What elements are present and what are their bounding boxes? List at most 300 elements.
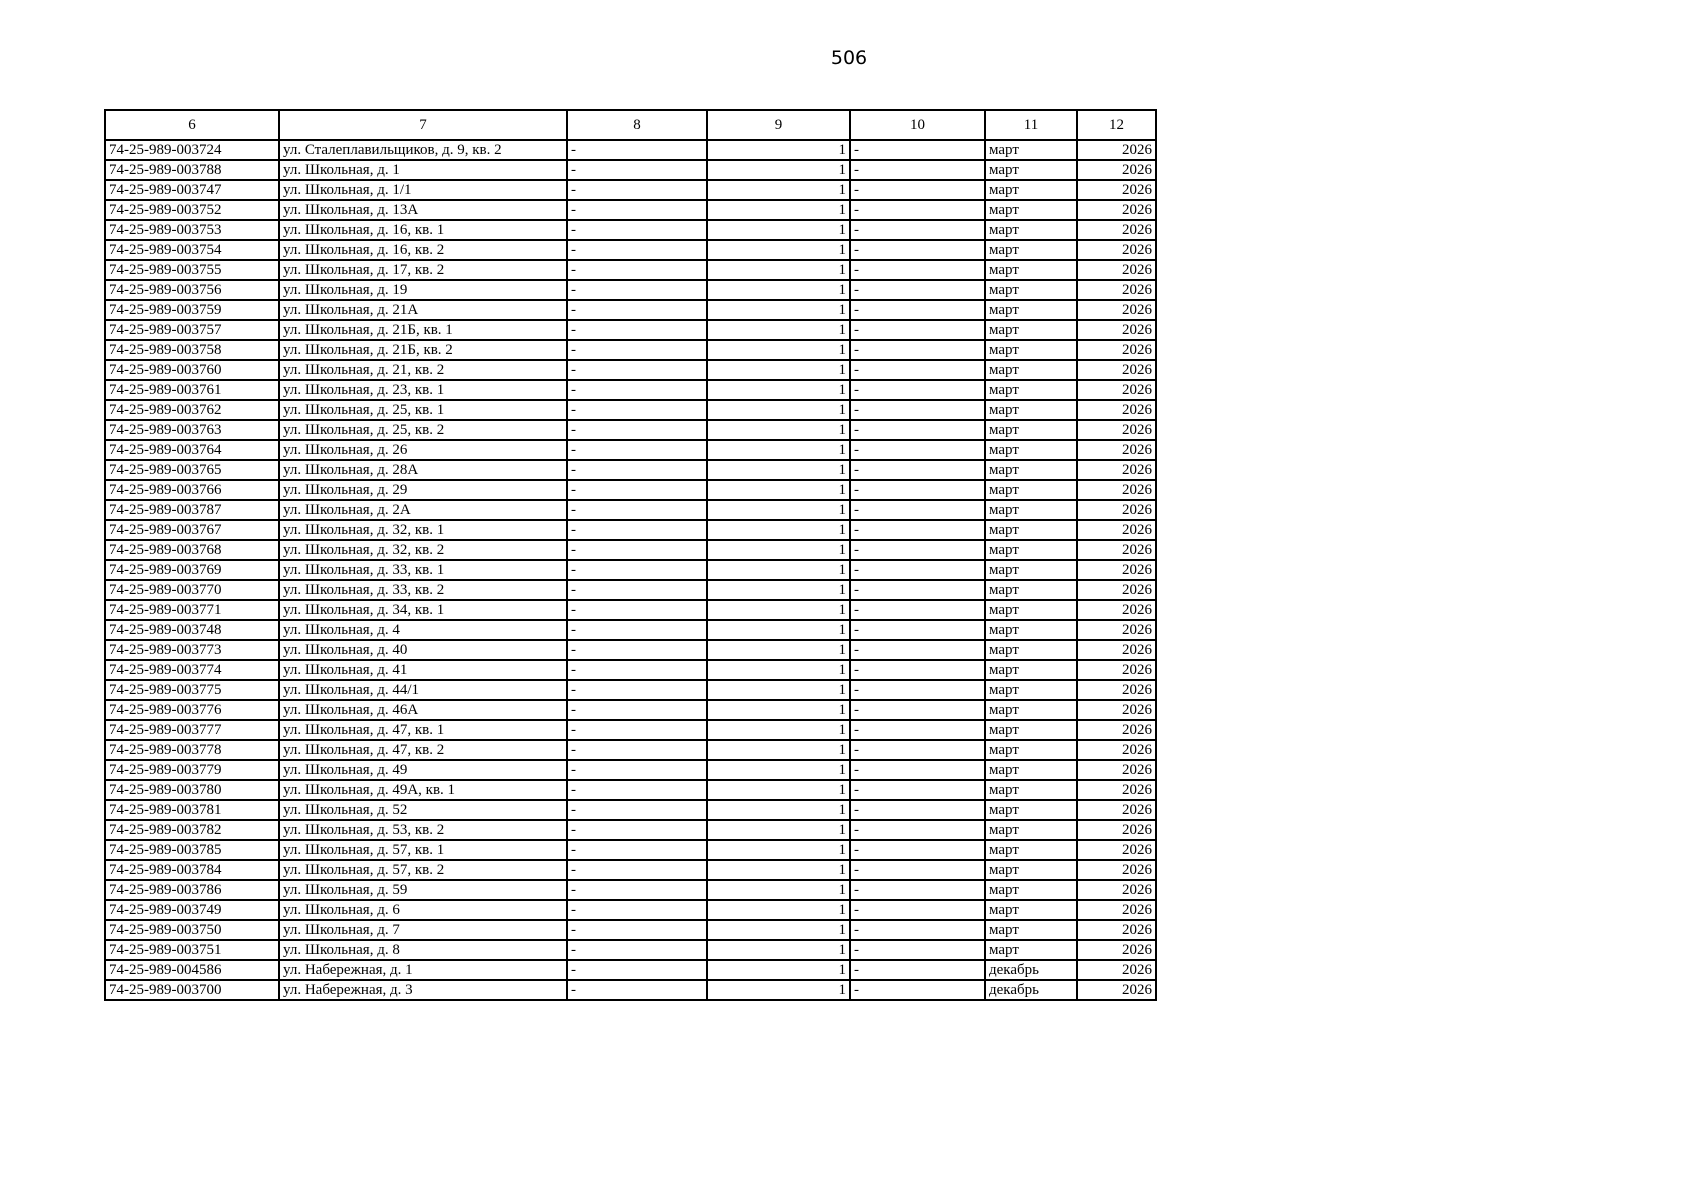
column-10-cell: - xyxy=(850,260,985,280)
table-row xyxy=(105,380,1156,400)
meter-code-cell: 74-25-989-003724 xyxy=(105,140,279,160)
quantity-cell: 1 xyxy=(707,680,850,700)
address-cell: ул. Школьная, д. 1 xyxy=(279,160,567,180)
table-row xyxy=(105,480,1156,500)
column-10-cell: - xyxy=(850,840,985,860)
table-row xyxy=(105,740,1156,760)
column-8-cell: - xyxy=(567,860,707,880)
year-cell: 2026 xyxy=(1077,160,1156,180)
year-cell: 2026 xyxy=(1077,740,1156,760)
address-cell: ул. Школьная, д. 7 xyxy=(279,920,567,940)
month-cell: март xyxy=(985,260,1077,280)
year-cell: 2026 xyxy=(1077,820,1156,840)
quantity-cell: 1 xyxy=(707,180,850,200)
quantity-cell: 1 xyxy=(707,520,850,540)
year-cell: 2026 xyxy=(1077,520,1156,540)
month-cell: март xyxy=(985,840,1077,860)
year-cell: 2026 xyxy=(1077,800,1156,820)
address-cell: ул. Школьная, д. 34, кв. 1 xyxy=(279,600,567,620)
meter-code-cell: 74-25-989-003777 xyxy=(105,720,279,740)
column-header: 12 xyxy=(1077,110,1156,140)
column-10-cell: - xyxy=(850,160,985,180)
year-cell: 2026 xyxy=(1077,840,1156,860)
month-cell: март xyxy=(985,620,1077,640)
year-cell: 2026 xyxy=(1077,460,1156,480)
meter-code-cell: 74-25-989-003747 xyxy=(105,180,279,200)
quantity-cell: 1 xyxy=(707,660,850,680)
column-8-cell: - xyxy=(567,360,707,380)
address-cell: ул. Школьная, д. 2А xyxy=(279,500,567,520)
table-row xyxy=(105,880,1156,900)
column-10-cell: - xyxy=(850,980,985,1000)
year-cell: 2026 xyxy=(1077,240,1156,260)
address-cell: ул. Школьная, д. 33, кв. 1 xyxy=(279,560,567,580)
meter-code-cell: 74-25-989-003756 xyxy=(105,280,279,300)
column-10-cell: - xyxy=(850,300,985,320)
column-8-cell: - xyxy=(567,320,707,340)
column-8-cell: - xyxy=(567,780,707,800)
address-cell: ул. Школьная, д. 32, кв. 2 xyxy=(279,540,567,560)
column-10-cell: - xyxy=(850,460,985,480)
quantity-cell: 1 xyxy=(707,400,850,420)
meter-code-cell: 74-25-989-003753 xyxy=(105,220,279,240)
address-cell: ул. Школьная, д. 40 xyxy=(279,640,567,660)
address-cell: ул. Школьная, д. 53, кв. 2 xyxy=(279,820,567,840)
address-cell: ул. Школьная, д. 46А xyxy=(279,700,567,720)
year-cell: 2026 xyxy=(1077,880,1156,900)
address-cell: ул. Школьная, д. 33, кв. 2 xyxy=(279,580,567,600)
meter-code-cell: 74-25-989-003766 xyxy=(105,480,279,500)
column-10-cell: - xyxy=(850,180,985,200)
address-cell: ул. Школьная, д. 21А xyxy=(279,300,567,320)
column-8-cell: - xyxy=(567,680,707,700)
quantity-cell: 1 xyxy=(707,260,850,280)
year-cell: 2026 xyxy=(1077,920,1156,940)
column-10-cell: - xyxy=(850,620,985,640)
column-8-cell: - xyxy=(567,900,707,920)
address-cell: ул. Школьная, д. 16, кв. 1 xyxy=(279,220,567,240)
year-cell: 2026 xyxy=(1077,320,1156,340)
column-10-cell: - xyxy=(850,360,985,380)
meter-code-cell: 74-25-989-003776 xyxy=(105,700,279,720)
month-cell: март xyxy=(985,200,1077,220)
year-cell: 2026 xyxy=(1077,140,1156,160)
column-8-cell: - xyxy=(567,760,707,780)
meter-code-cell: 74-25-989-003754 xyxy=(105,240,279,260)
register-table xyxy=(104,109,1157,1001)
address-cell: ул. Набережная, д. 1 xyxy=(279,960,567,980)
quantity-cell: 1 xyxy=(707,980,850,1000)
year-cell: 2026 xyxy=(1077,560,1156,580)
address-cell: ул. Школьная, д. 47, кв. 2 xyxy=(279,740,567,760)
quantity-cell: 1 xyxy=(707,380,850,400)
column-10-cell: - xyxy=(850,900,985,920)
table-row xyxy=(105,940,1156,960)
table-row xyxy=(105,140,1156,160)
column-8-cell: - xyxy=(567,560,707,580)
table-row xyxy=(105,360,1156,380)
quantity-cell: 1 xyxy=(707,280,850,300)
table-row xyxy=(105,520,1156,540)
quantity-cell: 1 xyxy=(707,420,850,440)
quantity-cell: 1 xyxy=(707,440,850,460)
column-10-cell: - xyxy=(850,880,985,900)
table-row xyxy=(105,580,1156,600)
year-cell: 2026 xyxy=(1077,640,1156,660)
address-cell: ул. Школьная, д. 41 xyxy=(279,660,567,680)
month-cell: март xyxy=(985,420,1077,440)
year-cell: 2026 xyxy=(1077,620,1156,640)
year-cell: 2026 xyxy=(1077,420,1156,440)
month-cell: март xyxy=(985,900,1077,920)
column-10-cell: - xyxy=(850,420,985,440)
address-cell: ул. Школьная, д. 57, кв. 1 xyxy=(279,840,567,860)
column-header: 8 xyxy=(567,110,707,140)
column-10-cell: - xyxy=(850,140,985,160)
quantity-cell: 1 xyxy=(707,860,850,880)
address-cell: ул. Школьная, д. 52 xyxy=(279,800,567,820)
table-row xyxy=(105,920,1156,940)
column-8-cell: - xyxy=(567,620,707,640)
meter-code-cell: 74-25-989-003771 xyxy=(105,600,279,620)
column-8-cell: - xyxy=(567,200,707,220)
column-10-cell: - xyxy=(850,700,985,720)
quantity-cell: 1 xyxy=(707,140,850,160)
column-10-cell: - xyxy=(850,280,985,300)
column-8-cell: - xyxy=(567,500,707,520)
year-cell: 2026 xyxy=(1077,360,1156,380)
meter-code-cell: 74-25-989-003773 xyxy=(105,640,279,660)
meter-code-cell: 74-25-989-003785 xyxy=(105,840,279,860)
column-8-cell: - xyxy=(567,340,707,360)
quantity-cell: 1 xyxy=(707,560,850,580)
column-10-cell: - xyxy=(850,320,985,340)
month-cell: декабрь xyxy=(985,960,1077,980)
meter-code-cell: 74-25-989-003761 xyxy=(105,380,279,400)
quantity-cell: 1 xyxy=(707,700,850,720)
month-cell: март xyxy=(985,740,1077,760)
month-cell: декабрь xyxy=(985,980,1077,1000)
month-cell: март xyxy=(985,560,1077,580)
table-row xyxy=(105,620,1156,640)
year-cell: 2026 xyxy=(1077,340,1156,360)
table-row xyxy=(105,280,1156,300)
month-cell: март xyxy=(985,720,1077,740)
meter-code-cell: 74-25-989-003762 xyxy=(105,400,279,420)
quantity-cell: 1 xyxy=(707,240,850,260)
meter-code-cell: 74-25-989-003767 xyxy=(105,520,279,540)
quantity-cell: 1 xyxy=(707,300,850,320)
meter-code-cell: 74-25-989-003749 xyxy=(105,900,279,920)
column-8-cell: - xyxy=(567,980,707,1000)
table-row xyxy=(105,300,1156,320)
year-cell: 2026 xyxy=(1077,660,1156,680)
month-cell: март xyxy=(985,480,1077,500)
year-cell: 2026 xyxy=(1077,280,1156,300)
month-cell: март xyxy=(985,800,1077,820)
column-10-cell: - xyxy=(850,240,985,260)
table-row xyxy=(105,460,1156,480)
year-cell: 2026 xyxy=(1077,600,1156,620)
table-row xyxy=(105,700,1156,720)
month-cell: март xyxy=(985,700,1077,720)
address-cell: ул. Школьная, д. 49А, кв. 1 xyxy=(279,780,567,800)
meter-code-cell: 74-25-989-003788 xyxy=(105,160,279,180)
month-cell: март xyxy=(985,300,1077,320)
table-row xyxy=(105,660,1156,680)
address-cell: ул. Школьная, д. 23, кв. 1 xyxy=(279,380,567,400)
column-8-cell: - xyxy=(567,260,707,280)
column-10-cell: - xyxy=(850,540,985,560)
month-cell: март xyxy=(985,920,1077,940)
year-cell: 2026 xyxy=(1077,680,1156,700)
column-8-cell: - xyxy=(567,440,707,460)
address-cell: ул. Школьная, д. 32, кв. 1 xyxy=(279,520,567,540)
column-8-cell: - xyxy=(567,820,707,840)
month-cell: март xyxy=(985,380,1077,400)
year-cell: 2026 xyxy=(1077,480,1156,500)
address-cell: ул. Школьная, д. 29 xyxy=(279,480,567,500)
meter-code-cell: 74-25-989-003760 xyxy=(105,360,279,380)
year-cell: 2026 xyxy=(1077,980,1156,1000)
column-10-cell: - xyxy=(850,220,985,240)
month-cell: март xyxy=(985,820,1077,840)
quantity-cell: 1 xyxy=(707,840,850,860)
quantity-cell: 1 xyxy=(707,880,850,900)
column-8-cell: - xyxy=(567,920,707,940)
meter-code-cell: 74-25-989-003784 xyxy=(105,860,279,880)
month-cell: март xyxy=(985,860,1077,880)
table-row xyxy=(105,240,1156,260)
column-10-cell: - xyxy=(850,760,985,780)
meter-code-cell: 74-25-989-003779 xyxy=(105,760,279,780)
column-8-cell: - xyxy=(567,720,707,740)
column-8-cell: - xyxy=(567,580,707,600)
month-cell: март xyxy=(985,540,1077,560)
address-cell: ул. Школьная, д. 59 xyxy=(279,880,567,900)
year-cell: 2026 xyxy=(1077,580,1156,600)
column-10-cell: - xyxy=(850,940,985,960)
quantity-cell: 1 xyxy=(707,540,850,560)
column-8-cell: - xyxy=(567,940,707,960)
column-8-cell: - xyxy=(567,540,707,560)
month-cell: март xyxy=(985,360,1077,380)
table-row xyxy=(105,320,1156,340)
quantity-cell: 1 xyxy=(707,920,850,940)
column-8-cell: - xyxy=(567,880,707,900)
meter-code-cell: 74-25-989-003759 xyxy=(105,300,279,320)
year-cell: 2026 xyxy=(1077,860,1156,880)
column-10-cell: - xyxy=(850,380,985,400)
month-cell: март xyxy=(985,640,1077,660)
column-8-cell: - xyxy=(567,600,707,620)
column-10-cell: - xyxy=(850,820,985,840)
meter-code-cell: 74-25-989-003769 xyxy=(105,560,279,580)
year-cell: 2026 xyxy=(1077,960,1156,980)
address-cell: ул. Школьная, д. 26 xyxy=(279,440,567,460)
address-cell: ул. Школьная, д. 4 xyxy=(279,620,567,640)
column-8-cell: - xyxy=(567,180,707,200)
meter-code-cell: 74-25-989-003752 xyxy=(105,200,279,220)
meter-code-cell: 74-25-989-003751 xyxy=(105,940,279,960)
month-cell: март xyxy=(985,340,1077,360)
table-row xyxy=(105,560,1156,580)
address-cell: ул. Школьная, д. 21Б, кв. 1 xyxy=(279,320,567,340)
column-10-cell: - xyxy=(850,340,985,360)
column-8-cell: - xyxy=(567,460,707,480)
address-cell: ул. Школьная, д. 49 xyxy=(279,760,567,780)
table-row xyxy=(105,960,1156,980)
column-header: 10 xyxy=(850,110,985,140)
month-cell: март xyxy=(985,180,1077,200)
column-10-cell: - xyxy=(850,800,985,820)
page-number: 506 xyxy=(830,47,868,69)
address-cell: ул. Школьная, д. 8 xyxy=(279,940,567,960)
table-row xyxy=(105,180,1156,200)
meter-code-cell: 74-25-989-003763 xyxy=(105,420,279,440)
meter-code-cell: 74-25-989-003758 xyxy=(105,340,279,360)
address-cell: ул. Школьная, д. 21, кв. 2 xyxy=(279,360,567,380)
meter-code-cell: 74-25-989-003750 xyxy=(105,920,279,940)
column-10-cell: - xyxy=(850,520,985,540)
column-10-cell: - xyxy=(850,200,985,220)
address-cell: ул. Школьная, д. 44/1 xyxy=(279,680,567,700)
table-body xyxy=(105,140,1156,1000)
address-cell: ул. Школьная, д. 6 xyxy=(279,900,567,920)
month-cell: март xyxy=(985,780,1077,800)
month-cell: март xyxy=(985,500,1077,520)
quantity-cell: 1 xyxy=(707,780,850,800)
table-row xyxy=(105,680,1156,700)
quantity-cell: 1 xyxy=(707,360,850,380)
month-cell: март xyxy=(985,580,1077,600)
month-cell: март xyxy=(985,320,1077,340)
table-row xyxy=(105,400,1156,420)
year-cell: 2026 xyxy=(1077,200,1156,220)
table-row xyxy=(105,220,1156,240)
quantity-cell: 1 xyxy=(707,620,850,640)
month-cell: март xyxy=(985,220,1077,240)
month-cell: март xyxy=(985,940,1077,960)
month-cell: март xyxy=(985,680,1077,700)
column-header: 9 xyxy=(707,110,850,140)
year-cell: 2026 xyxy=(1077,700,1156,720)
year-cell: 2026 xyxy=(1077,220,1156,240)
column-8-cell: - xyxy=(567,300,707,320)
table-row xyxy=(105,440,1156,460)
column-10-cell: - xyxy=(850,860,985,880)
column-10-cell: - xyxy=(850,780,985,800)
year-cell: 2026 xyxy=(1077,380,1156,400)
year-cell: 2026 xyxy=(1077,180,1156,200)
column-8-cell: - xyxy=(567,800,707,820)
table-row xyxy=(105,760,1156,780)
meter-code-cell: 74-25-989-003757 xyxy=(105,320,279,340)
column-10-cell: - xyxy=(850,640,985,660)
address-cell: ул. Школьная, д. 16, кв. 2 xyxy=(279,240,567,260)
column-8-cell: - xyxy=(567,380,707,400)
meter-code-cell: 74-25-989-003781 xyxy=(105,800,279,820)
table-row xyxy=(105,840,1156,860)
column-10-cell: - xyxy=(850,680,985,700)
meter-code-cell: 74-25-989-003764 xyxy=(105,440,279,460)
address-cell: ул. Школьная, д. 57, кв. 2 xyxy=(279,860,567,880)
meter-code-cell: 74-25-989-003700 xyxy=(105,980,279,1000)
table-row xyxy=(105,200,1156,220)
quantity-cell: 1 xyxy=(707,740,850,760)
column-8-cell: - xyxy=(567,280,707,300)
address-cell: ул. Школьная, д. 17, кв. 2 xyxy=(279,260,567,280)
column-10-cell: - xyxy=(850,740,985,760)
table-row xyxy=(105,340,1156,360)
quantity-cell: 1 xyxy=(707,580,850,600)
table-row xyxy=(105,720,1156,740)
column-10-cell: - xyxy=(850,440,985,460)
month-cell: март xyxy=(985,160,1077,180)
meter-code-cell: 74-25-989-003780 xyxy=(105,780,279,800)
column-8-cell: - xyxy=(567,160,707,180)
month-cell: март xyxy=(985,880,1077,900)
table-row xyxy=(105,640,1156,660)
table-row xyxy=(105,780,1156,800)
quantity-cell: 1 xyxy=(707,720,850,740)
meter-code-cell: 74-25-989-003782 xyxy=(105,820,279,840)
year-cell: 2026 xyxy=(1077,400,1156,420)
quantity-cell: 1 xyxy=(707,160,850,180)
column-8-cell: - xyxy=(567,660,707,680)
quantity-cell: 1 xyxy=(707,320,850,340)
column-10-cell: - xyxy=(850,660,985,680)
quantity-cell: 1 xyxy=(707,500,850,520)
quantity-cell: 1 xyxy=(707,640,850,660)
meter-code-cell: 74-25-989-003786 xyxy=(105,880,279,900)
month-cell: март xyxy=(985,760,1077,780)
address-cell: ул. Школьная, д. 28А xyxy=(279,460,567,480)
table-row xyxy=(105,980,1156,1000)
month-cell: март xyxy=(985,440,1077,460)
year-cell: 2026 xyxy=(1077,440,1156,460)
address-cell: ул. Сталеплавильщиков, д. 9, кв. 2 xyxy=(279,140,567,160)
address-cell: ул. Школьная, д. 25, кв. 2 xyxy=(279,420,567,440)
column-10-cell: - xyxy=(850,720,985,740)
column-10-cell: - xyxy=(850,560,985,580)
column-10-cell: - xyxy=(850,500,985,520)
quantity-cell: 1 xyxy=(707,340,850,360)
table-row xyxy=(105,260,1156,280)
meter-code-cell: 74-25-989-003770 xyxy=(105,580,279,600)
column-10-cell: - xyxy=(850,600,985,620)
year-cell: 2026 xyxy=(1077,300,1156,320)
address-cell: ул. Школьная, д. 47, кв. 1 xyxy=(279,720,567,740)
month-cell: март xyxy=(985,280,1077,300)
month-cell: март xyxy=(985,240,1077,260)
table-row xyxy=(105,600,1156,620)
column-header: 7 xyxy=(279,110,567,140)
address-cell: ул. Школьная, д. 25, кв. 1 xyxy=(279,400,567,420)
year-cell: 2026 xyxy=(1077,760,1156,780)
meter-code-cell: 74-25-989-003768 xyxy=(105,540,279,560)
quantity-cell: 1 xyxy=(707,820,850,840)
column-8-cell: - xyxy=(567,840,707,860)
address-cell: ул. Школьная, д. 19 xyxy=(279,280,567,300)
address-cell: ул. Школьная, д. 1/1 xyxy=(279,180,567,200)
column-8-cell: - xyxy=(567,520,707,540)
year-cell: 2026 xyxy=(1077,260,1156,280)
meter-code-cell: 74-25-989-004586 xyxy=(105,960,279,980)
table-row xyxy=(105,800,1156,820)
year-cell: 2026 xyxy=(1077,720,1156,740)
table-row xyxy=(105,860,1156,880)
